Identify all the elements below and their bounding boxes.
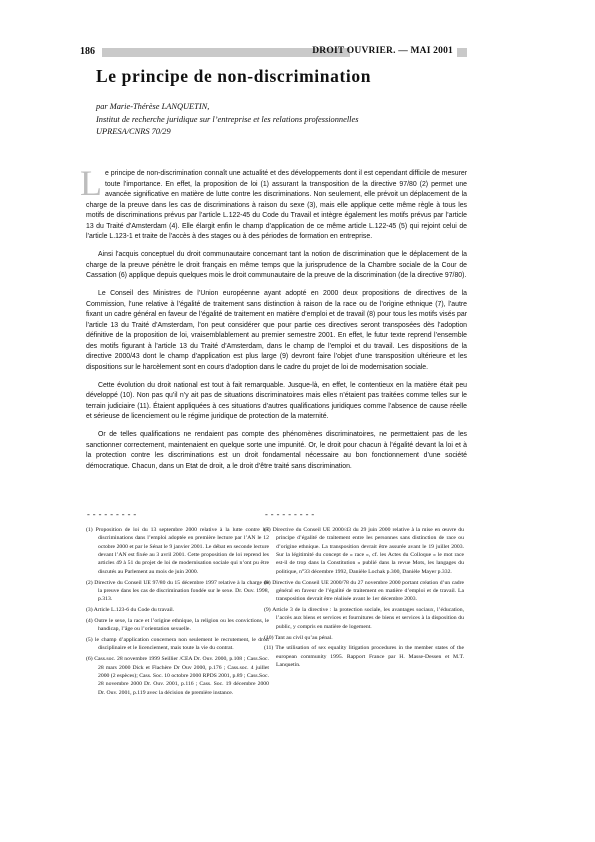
article-body	[80, 163, 467, 480]
footnote: (1) Proposition de loi du 13 septembre 2000 relative à la lutte contre les discriminations dans l’emploi adoptée en première lecture par l’AN le 12 octobre 2000 et par le Sénat le 9 janvier 2001. Le débat en seconde lecture devant l’AN est fixée au 3 avril 2001. Cette proposition de loi reprend les articles 49 à 51 du projet de loi de modernisation sociale qui n’ont pu être discutés au Parlement au mois de juin 2000.	[86, 527, 269, 575]
paragraph: Cette évolution du droit national est tout à fait remarquable. Jusque-là, en effet, le contentieux en la matière était peu développé (10). Non pas qu’il n’y ait pas de situations discriminatoires mais elles n’étaient pas traitées comme telles sur le terrain judiciaire (11). Étaient appliquées à ces situations d’autres qualifications juridiques comme l’absence de cause réelle et sérieuse de licenciement ou le régime juridique de protection de la maternité.	[86, 381, 467, 420]
footnote: (6) Cass.soc. 28 novembre 1999 Seillier /CEA Dr. Ouv. 2000, p.108 ; Cass.Soc. 28 mars 2000 Dick et Flachère Dr Ouv 2000, p.176 ; Cass.soc. 4 juillet 2000 (2 espèces); Cass. Soc. 10 octobre 2000 RPDS 2001, p.89 ; Cass.Soc. 28 novembre 2000 Dr. Ouv. 2001, p.116 ; Cass. Soc. 19 décembre 2000 Dr. Ouv. 2001, p.119 avec la décision de première instance.	[86, 656, 269, 696]
paragraph	[80, 163, 467, 243]
page-number: 186	[80, 46, 95, 57]
header-bar-end	[457, 48, 467, 57]
footnote: (10) Tant au civil qu’au pénal.	[264, 634, 333, 641]
byline-author: par Marie-Thérèse LANQUETIN,	[96, 102, 210, 111]
footnote-separator-right: ---------	[264, 511, 317, 520]
footnote: (4) Outre le sexe, la race et l’origine ethnique, la religion ou les convictions, le handicap, l’âge ou l’orientation sexuelle.	[86, 617, 269, 633]
paragraph: Or de telles qualifications ne rendaient pas compte des phénomènes discriminatoires, ne permettaient pas de les sanctionner correctement, maintenaient en quelque sorte une impunité. Or, le droit pour chacun à l’égalité devant la loi et à la protection contre les discriminations est un droit fondamental nécessaire au bon fonctionnement d’une société démocratique. Chacun, dans un Etat de droit, a le droit d’être traité sans discrimination.	[86, 431, 467, 470]
byline-unit: UPRESA/CNRS 70/29	[96, 127, 171, 137]
author-byline	[96, 101, 358, 139]
paragraph-text: e principe de non-discrimination connaît une actualité et des développements dont il est cependant difficile de mesurer toute l’importance. En effet, la proposition de loi (1) assurant la transposition de la directive 97/80 (2) permet une avancée significative en matière de lutte contre les discriminations. Non seulement, elle prévoit un déplacement de la charge de la preuve dans les cas de discriminations à raison du sexe (3), mais elle applique cette même règle à tous les motifs de discriminations prévus par l’article L.122-45 du Code du Travail et intègre également les motifs prévus par l’article 13 du Traité d’Amsterdam (4). Elle élargit enfin le champ d’application de ce même article L.122-45 (5) qui rejoint celui de l’article L.123-1 et traite de l’accès à des stages ou à des périodes de formation en entreprise.	[86, 170, 467, 240]
footnotes-right	[264, 526, 464, 672]
article-title: Le principe de non-discrimination	[96, 66, 372, 86]
footnotes-left	[86, 526, 269, 700]
footnote-separator-left: ---------	[86, 511, 139, 520]
footnote: (3) Article L.123-6 du Code du travail.	[86, 607, 175, 614]
footnote: (5) le champ d’application concernera non seulement le recrutement, le droit disciplinaire et le licenciement, mais toute la vie du contrat.	[86, 637, 269, 652]
footnote: (8) Directive du Conseil UE 2000/78 du 27 novembre 2000 portant création d’un cadre général en faveur de l’égalité de traitement en matière d’emploi et de travail. La transposition devrait être réalisée avant le 1er décembre 2003.	[264, 579, 464, 603]
drop-cap: L	[80, 163, 102, 203]
footnote: (7) Directive du Conseil UE 2000/43 du 29 juin 2000 relative à la mise en œuvre du principe d’égalité de traitement entre les personnes sans distinction de race ou d’origine ethnique. La transposition devrait être assurée avant le 19 juillet 2003. Sur la légitimité du concept de « race », cf. les Actes du Colloque « le mot race est-il de trop dans la Constitution » publié dans la revue Mots, les langages du politique, n°33 décembre 1992, Danièle Lochak p.300, Danièle Mayer p.332.	[264, 527, 464, 575]
paragraph: Ainsi l’acquis conceptuel du droit communautaire concernant tant la notion de discrimination que le déplacement de la charge de la preuve pénètre le droit français en même temps que la jurisprudence de la Chambre sociale de la Cour de Cassation (6) applique depuis quelques mois le droit communautaire de la preuve de la discrimination (de la directive 97/80).	[86, 251, 467, 279]
running-header	[80, 46, 467, 60]
byline-institution: Institut de recherche juridique sur l’entreprise et les relations professionnelles	[96, 114, 359, 124]
paragraph: Le Conseil des Ministres de l’Union européenne ayant adopté en 2000 deux propositions de directives de la Commission, l’une relative à l’égalité de traitement sans distinction à raison de la race ou de l’origine ethnique (7), l’autre fixant un cadre général en faveur de l’égalité de traitement en matière d’emploi et de travail (8) pour tous les motifs visés par l’article 13 du Traité d’Amsterdam, l’on peut considérer que pour partie ces directives seront transposées dès l’adoption définitive de la proposition de loi, vraisemblablement au premier semestre 2001. En effet, le futur texte reprend l’ensemble des motifs figurant à l’article 13 du Traité d’Amsterdam, dans le champ de l’emploi et du travail. Les dispositions de la directive 2000/43 dont le champ d’application est plus large (9) devront faire l’objet d’une transposition ultérieure et les dispositions sur le harcèlement sont en cours d’adoption dans le cadre du projet de loi de modernisation sociale.	[86, 290, 467, 371]
footnote: (2) Directive du Conseil UE 97/80 du 15 décembre 1997 relative à la charge de la preuve dans les cas de discrimination fondée sur le sexe. Dr. Ouv. 1998, p.313.	[86, 579, 269, 603]
footnote: (9) Article 3 de la directive : la protection sociale, les avantages sociaux, l’éducation, l’accès aux biens et services et fournitures de biens et services à la disposition du public, y compris en matière de logement.	[264, 607, 464, 630]
footnote: (11) The utilisation of sex equality litigation procedures in the member states of the european community 1995. Rapport France par H. Masse-Dessen et M.T. Lanquetin.	[264, 645, 464, 669]
journal-title: DROIT OUVRIER. — MAI 2001	[312, 46, 453, 56]
